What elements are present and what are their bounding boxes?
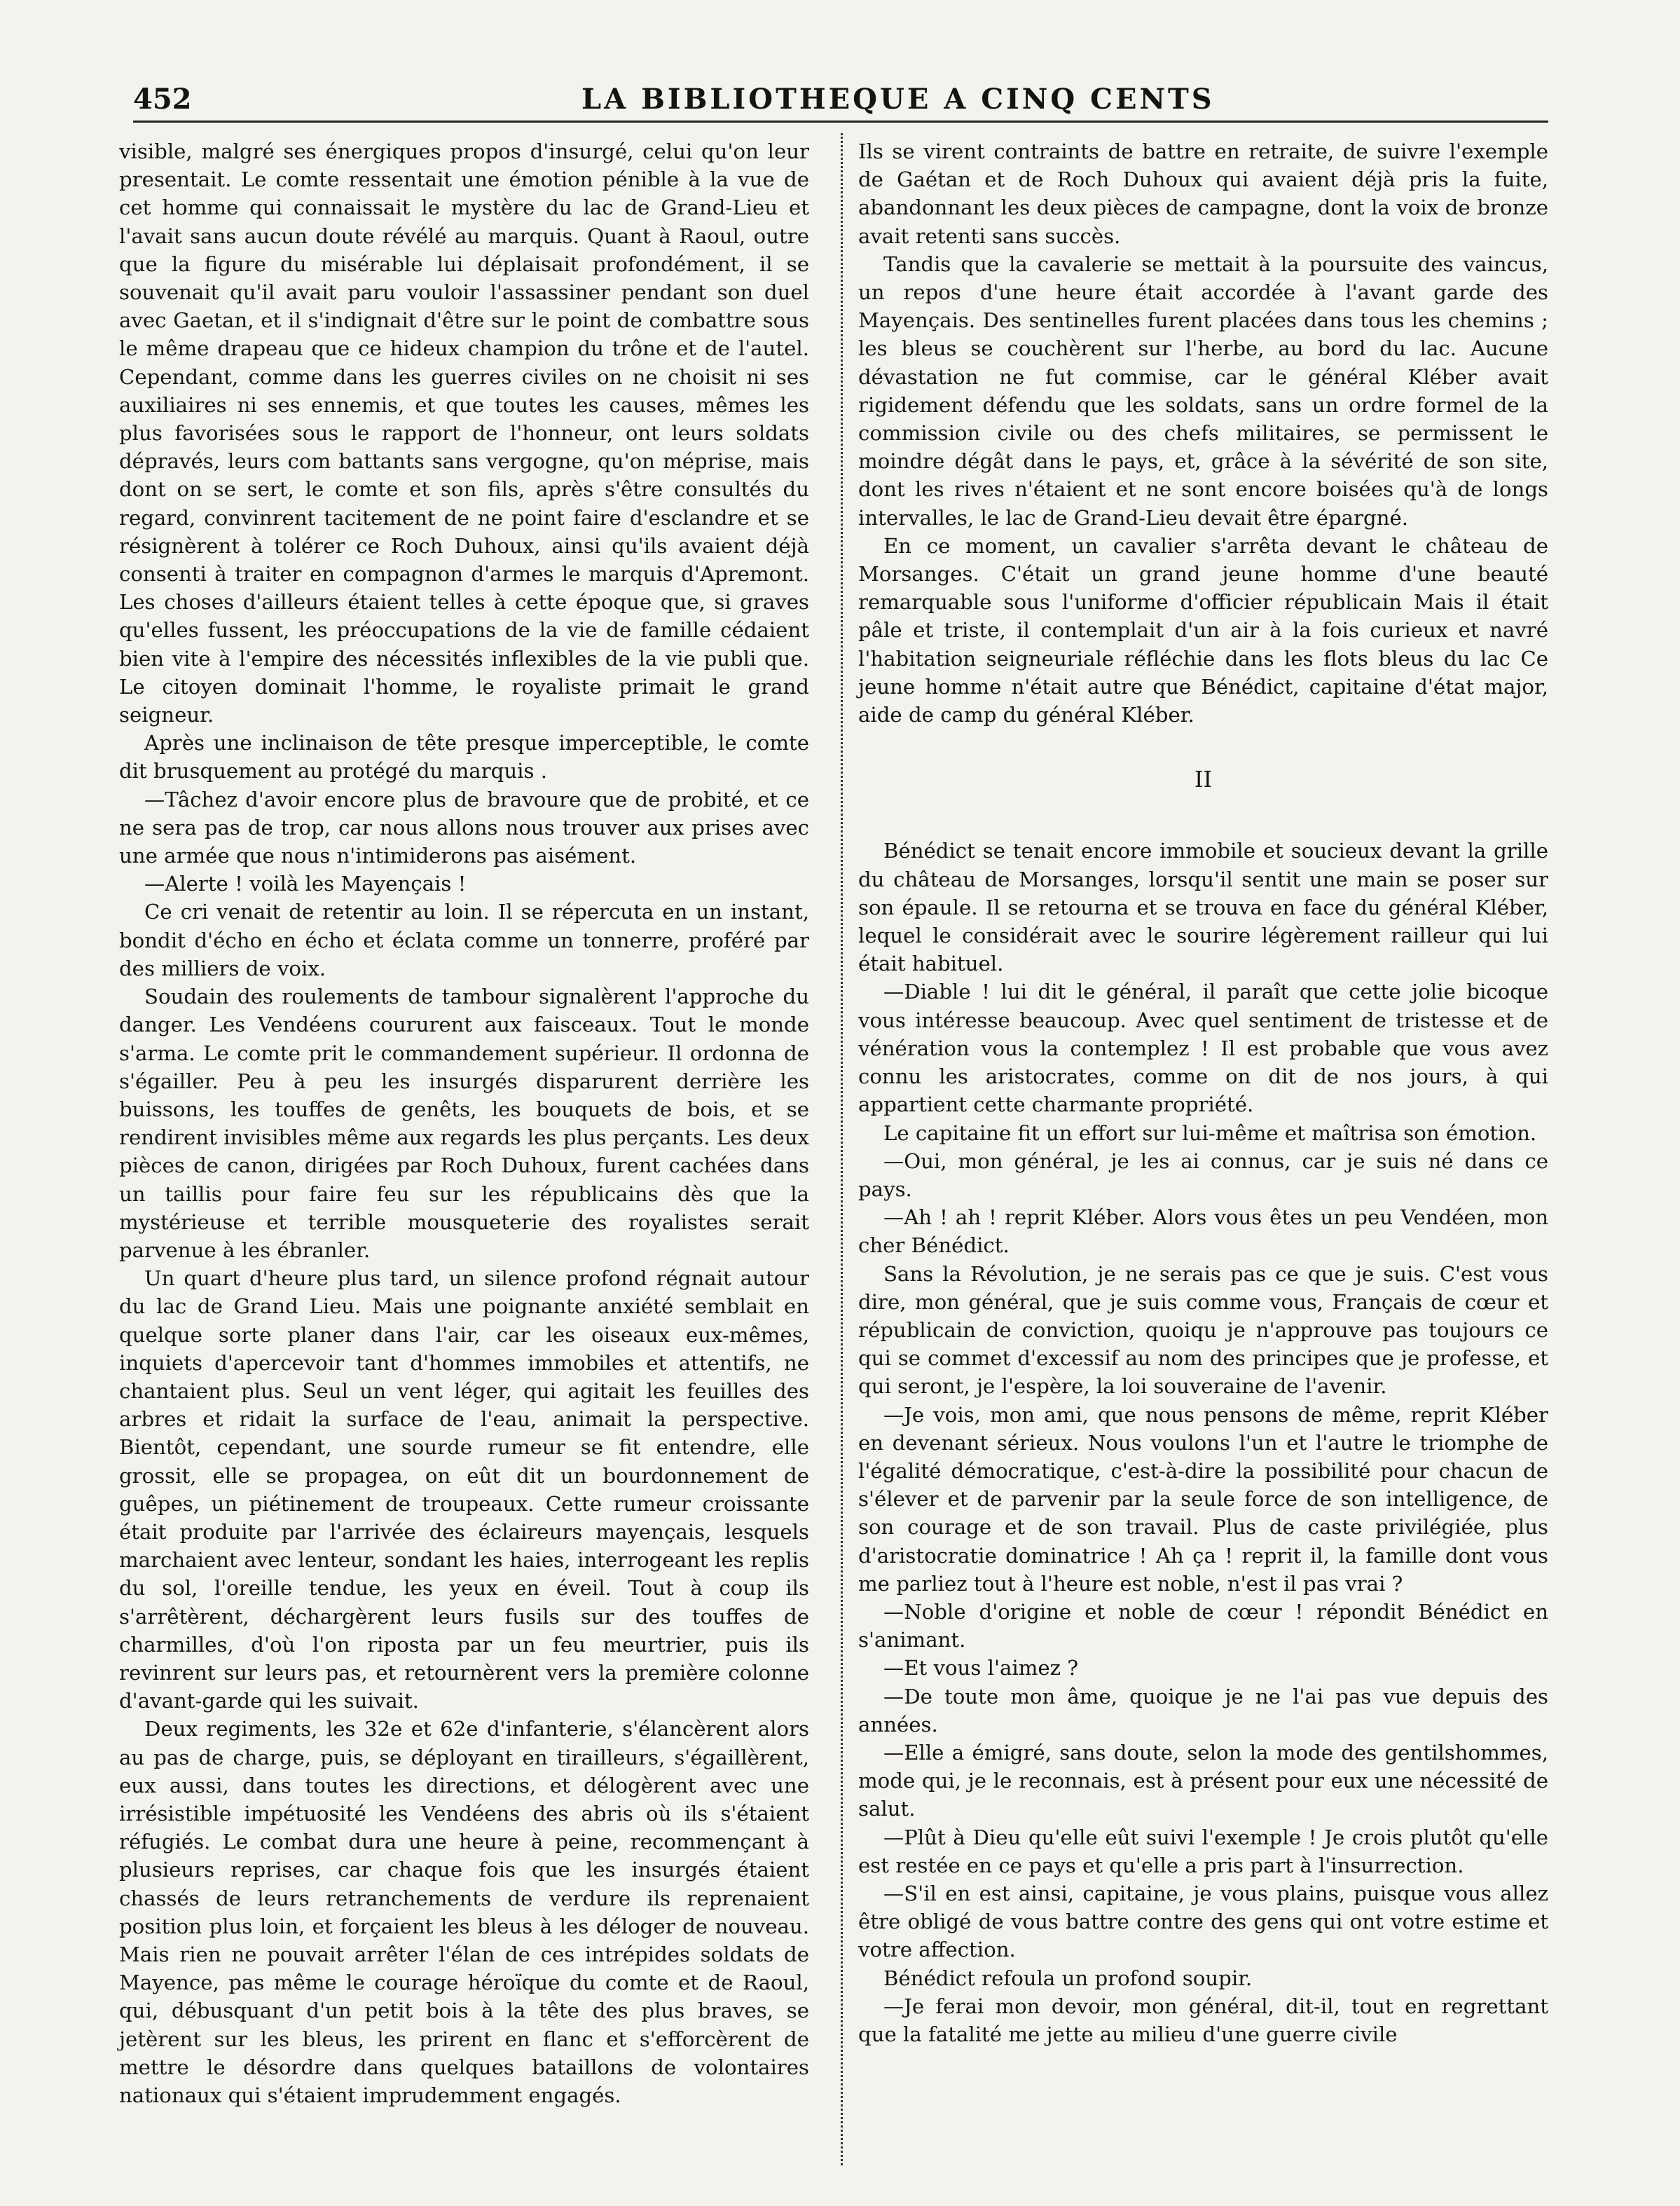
- page-number: 452: [133, 83, 192, 116]
- paragraph: Sans la Révolution, je ne serais pas ce que je suis. C'est vous dire, mon général, que je suis comme vous, Français de cœur et républicain de conviction, quoiqu je n'approuve pas toujours ce qui se commet d'excessif au nom des principes que je professe, et qui seront, je l'espère, la loi souveraine de l'avenir.: [858, 1261, 1548, 1399]
- paragraph: Bénédict se tenait encore immobile et soucieux devant la grille du château de Morsanges, lorsqu'il sentit une main se poser sur son épaule. Il se retourna et se trouva en face du général Kléber, lequel le considérait avec le sourire légèrement railleur qui lui était habituel.: [858, 839, 1548, 976]
- paragraph: Après une inclinaison de tête presque imperceptible, le comte dit brusquement au protégé du marquis .: [119, 731, 809, 783]
- paragraph: —Diable ! lui dit le général, il paraît que cette jolie bicoque vous intéresse beaucoup. Avec quel sentiment de tristesse et de vénération vous la contemplez ! Il est probable que vous avez connu les aristocrates, comme on dit de nos jours, à qui appartient cette charmante propriété.: [858, 980, 1548, 1117]
- paragraph: —De toute mon âme, quoique je ne l'ai pas vue depuis des années.: [858, 1684, 1548, 1736]
- paragraph: Le capitaine fit un effort sur lui-même et maîtrisa son émotion.: [883, 1121, 1537, 1145]
- section-heading: II: [1194, 766, 1213, 793]
- paragraph: —S'il en est ainsi, capitaine, je vous plains, puisque vous allez être obligé de vous battre contre des gens qui ont votre estime et votre affection.: [858, 1881, 1548, 1962]
- right-column: [858, 137, 1548, 2048]
- column-divider: [841, 133, 843, 2165]
- paragraph: Soudain des roulements de tambour signalèrent l'approche du danger. Les Vendéens coururent aux faisceaux. Tout le monde s'arma. Le comte prit le commandement supérieur. Il ordonna de s'égailler. Peu à peu les insurgés disparurent derrière les buissons, les touffes de genêts, les bouquets de bois, et se rendirent invisibles même aux regards les plus perçants. Les deux pièces de canon, dirigées par Roch Duhoux, furent cachées dans un taillis pour faire feu sur les républicains dès que la mystérieuse et terrible mousqueterie des royalistes serait parvenue à les ébranler.: [119, 985, 809, 1262]
- right-column-before: [858, 137, 1548, 729]
- paragraph: —Je vois, mon ami, que nous pensons de même, reprit Kléber en devenant sérieux. Nous voulons l'un et l'autre le triomphe de l'égalité démocratique, c'est-à-dire la possibilité pour chacun de s'élever et de parvenir par la seule force de son intelligence, de son courage et de son travail. Plus de caste privilégiée, plus d'aristocratie dominatrice ! Ah ça ! reprit il, la famille dont vous me parliez tout à l'heure est noble, n'est il pas vrai ?: [858, 1402, 1548, 1596]
- paragraph: —Noble d'origine et noble de cœur ! répondit Bénédict en s'animant.: [858, 1599, 1548, 1652]
- paragraph: —Plût à Dieu qu'elle eût suivi l'exemple ! Je crois plutôt qu'elle est restée en ce pays et qu'elle a pris part à l'insurrection.: [858, 1825, 1548, 1877]
- paragraph: Ils se virent contraints de battre en retraite, de suivre l'exemple de Gaétan et de Roch Duhoux qui avaient déjà pris la fuite, abandonnant les deux pièces de campagne, dont la voix de bronze avait retenti sans succès.: [858, 139, 1548, 248]
- paragraph: Bénédict refoula un profond soupir.: [883, 1966, 1253, 1990]
- paragraph: visible, malgré ses énergiques propos d'insurgé, celui qu'on leur presentait. Le comte ressentait une émotion pénible à la vue de cet homme qui connaissait le mystère du lac de Grand-Lieu et l'avait sans aucun doute révélé au marquis. Quant à Raoul, outre que la figure du misérable lui déplaisait profondément, il se souvenait qu'il avait paru vouloir l'assassiner pendant son duel avec Gaetan, et il s'indignait d'être sur le point de combattre sous le même drapeau que ce hideux champion du trône et de l'autel. Cependant, comme dans les guerres civiles on ne choisit ni ses auxiliaires ni ses ennemis, et que toutes les causes, mêmes les plus favorisées sous le rapport de l'honneur, ont leurs soldats dépravés, leurs com battants sans vergogne, qu'on méprise, mais dont on se sert, le comte et son fils, après s'être consultés du regard, convinrent tacitement de ne point faire d'esclandre et se résignèrent à tolérer ce Roch Duhoux, ainsi qu'ils avaient déjà consenti à traiter en compagnon d'armes le marquis d'Apremont. Les choses d'ailleurs étaient telles à cette époque que, si graves qu'elles fussent, les préoccupations de la vie de famille cédaient bien vite à l'empire des nécessités inflexibles de la vie publi que. Le citoyen dominait l'homme, le royaliste primait le grand seigneur.: [119, 139, 809, 727]
- paragraph: —Alerte ! voilà les Mayençais !: [144, 872, 467, 896]
- paragraph: —Elle a émigré, sans doute, selon la mode des gentilshommes, mode qui, je le reconnais, est à présent pour eux une nécessité de salut.: [858, 1740, 1548, 1821]
- paragraph: —Et vous l'aimez ?: [883, 1656, 1078, 1680]
- paragraph: Un quart d'heure plus tard, un silence profond régnait autour du lac de Grand Lieu. Mais une poignante anxiété semblait en quelque sorte planer dans l'air, car les oiseaux eux-mêmes, inquiets d'apercevoir tant d'hommes immobiles et attentifs, ne chantaient plus. Seul un vent léger, qui agitait les feuilles des arbres et ridait la surface de l'eau, animait la perspective. Bientôt, cependant, une sourde rumeur se fit entendre, elle grossit, elle se propagea, on eût dit un bourdonnement de guêpes, un piétinement de troupeaux. Cette rumeur croissante était produite par l'arrivée des éclaireurs mayençais, lesquels marchaient avec lenteur, sondant les haies, interrogeant les replis du sol, l'oreille tendue, les yeux en éveil. Tout à coup ils s'arrêtèrent, déchargèrent leurs fusils sur des touffes de charmilles, d'où l'on riposta par un feu meurtrier, puis ils revinrent sur leurs pas, et retournèrent vers la première colonne d'avant-garde qui les suivait.: [119, 1266, 809, 1713]
- paragraph: En ce moment, un cavalier s'arrêta devant le château de Morsanges. C'était un grand jeune homme d'une beauté remarquable sous l'uniforme d'officier républicain Mais il était pâle et triste, il contemplait d'un air à la fois curieux et navré l'habitation seigneuriale réfléchie dans les flots bleus du lac Ce jeune homme n'était autre que Bénédict, capitaine d'état major, aide de camp du général Kléber.: [858, 533, 1548, 727]
- left-column: [119, 137, 809, 2109]
- right-column-after: [858, 837, 1548, 2048]
- running-title: LA BIBLIOTHEQUE A CINQ CENTS: [581, 83, 1215, 116]
- paragraph: —Oui, mon général, je les ai connus, car je suis né dans ce pays.: [858, 1149, 1548, 1201]
- paragraph: Ce cri venait de retentir au loin. Il se répercuta en un instant, bondit d'écho en écho et éclata comme un tonnerre, proféré par des milliers de voix.: [119, 900, 809, 980]
- paragraph: —Tâchez d'avoir encore plus de bravoure que de probité, et ce ne sera pas de trop, car nous allons nous trouver aux prises avec une armée que nous n'intimiderons pas aisément.: [119, 787, 809, 868]
- paragraph: Deux regiments, les 32e et 62e d'infanterie, s'élancèrent alors au pas de charge, puis, se déployant en tirailleurs, s'égaillèrent, eux aussi, dans toutes les directions, et délogèrent avec une irrésistible impétuosité les Vendéens des abris où ils s'étaient réfugiés. Le combat dura une heure à peine, recommençant à plusieurs reprises, car chaque fois que les insurgés étaient chassés de leurs retranchements de verdure ils reprenaient position plus loin, et forçaient les bleus à les déloger de nouveau. Mais rien ne pouvait arrêter l'élan de ces intrépides soldats de Mayence, pas même le courage héroïque du comte et de Raoul, qui, débusquant d'un petit bois à la tête des plus braves, se jetèrent sur les bleus, les prirent en flanc et s'efforcèrent de mettre le désordre dans quelques bataillons de volontaires nationaux qui s'étaient imprudemment engagés.: [119, 1717, 809, 2108]
- paragraph: Tandis que la cavalerie se mettait à la poursuite des vaincus, un repos d'une heure était accordée à l'avant garde des Mayençais. Des sentinelles furent placées dans tous les chemins ; les bleus se couchèrent sur l'herbe, au bord du lac. Aucune dévastation ne fut commise, car le général Kléber avait rigidement défendu que les soldats, sans un ordre formel de la commission civile ou des chefs militaires, se permissent le moindre dégât dans le pays, et, grâce à la sévérité de son site, dont les rives n'étaient et ne sont encore boisées qu'à de longs intervalles, le lac de Grand-Lieu devait être épargné.: [858, 252, 1548, 530]
- paragraph: —Je ferai mon devoir, mon général, dit-il, tout en regrettant que la fatalité me jette au milieu d'une guerre civile: [858, 1994, 1548, 2046]
- paragraph: —Ah ! ah ! reprit Kléber. Alors vous êtes un peu Vendéen, mon cher Bénédict.: [858, 1205, 1548, 1258]
- page-header: [133, 78, 1548, 123]
